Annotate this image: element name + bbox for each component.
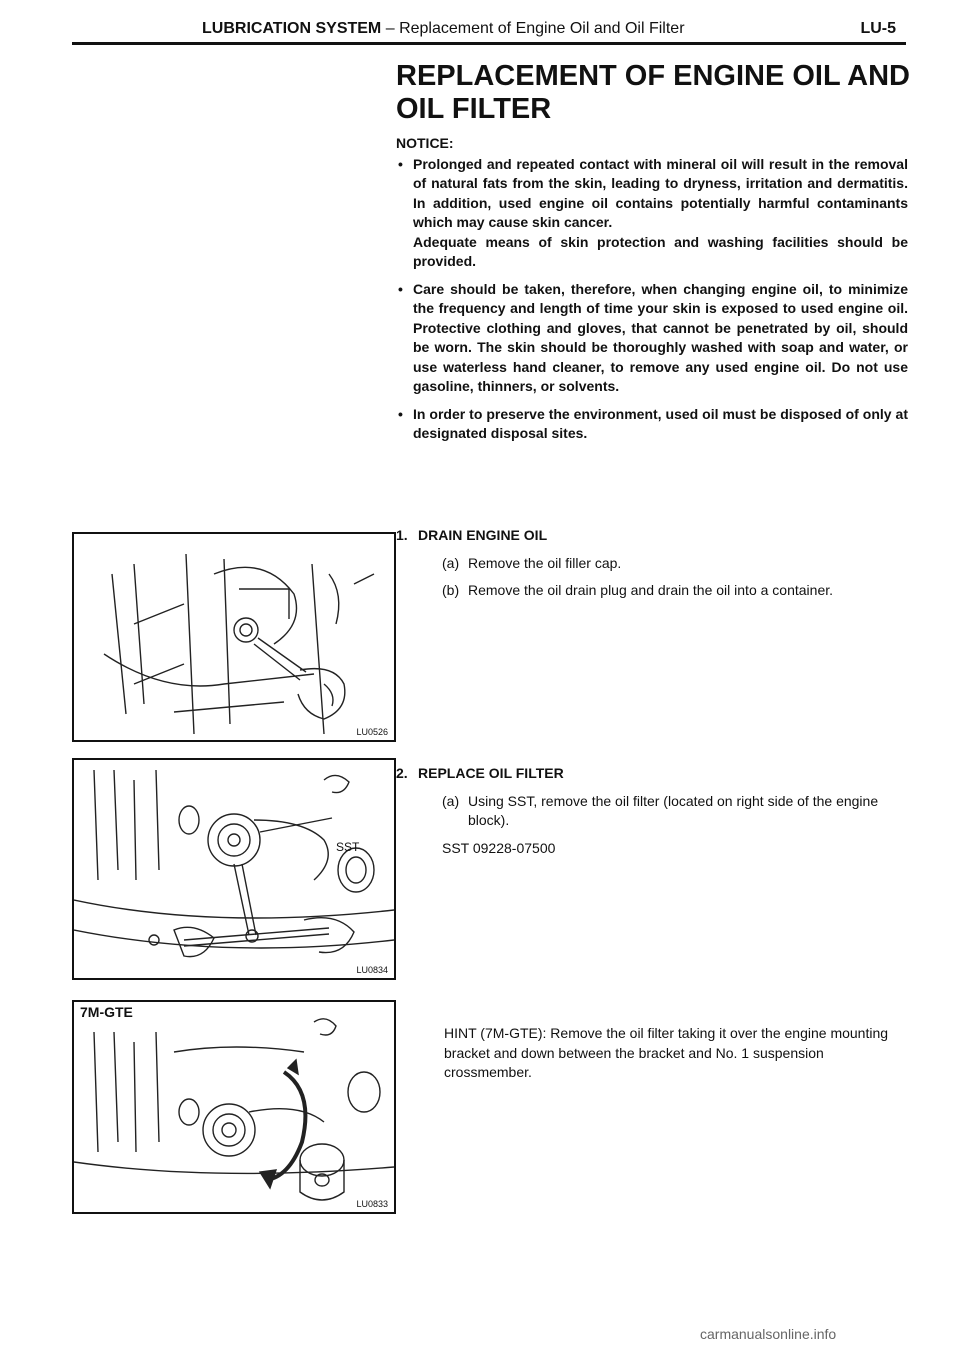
drain-plug-illustration	[74, 534, 394, 740]
notice-label: NOTICE:	[396, 135, 454, 151]
figure-code: LU0834	[356, 965, 388, 975]
notice-bullet	[396, 280, 908, 397]
substep-letter: (a)	[442, 554, 460, 571]
figure-code: LU0833	[356, 1199, 388, 1209]
step-drain-engine-oil	[396, 526, 916, 601]
bullet-icon: •	[398, 155, 403, 172]
section-name: LUBRICATION SYSTEM	[202, 20, 382, 37]
step-heading: DRAIN ENGINE OIL	[418, 527, 548, 543]
substep	[442, 792, 916, 831]
title-line-2: OIL FILTER	[396, 93, 552, 125]
hint-text: HINT (7M-GTE): Remove the oil filter taking it over the engine mounting bracket and down between the bracket and No. 1 suspension crossmember.	[444, 1025, 889, 1080]
figure-drain-plug	[72, 532, 396, 742]
step-heading: REPLACE OIL FILTER	[418, 765, 564, 781]
sst-callout-label: SST	[336, 840, 360, 854]
notice-bullet-text: In order to preserve the environment, used oil must be disposed of only at designated disposal sites.	[413, 405, 908, 441]
page-number: LU-5	[860, 20, 896, 37]
page-header	[72, 18, 906, 45]
bullet-icon: •	[398, 280, 403, 297]
notice-bullet-text: Adequate means of skin protection and washing facilities should be provided.	[413, 233, 908, 269]
figure-7m-gte	[72, 1000, 396, 1214]
notice-bullet-text: Care should be taken, therefore, when changing engine oil, to minimize the frequency and length of time your skin is exposed to used engine oil. Protective clothing and gloves, that cannot be penetrated by oil, should be worn. The skin should be thoroughly washed with soap and water, or use waterless hand cleaner, to remove any used engine oil. Do not use gasoline, thinners, or solvents.	[413, 280, 908, 394]
substep-text: Remove the oil drain plug and drain the oil into a container.	[468, 582, 834, 598]
sst-removal-illustration	[74, 760, 394, 978]
bullet-icon: •	[398, 405, 403, 422]
step-replace-oil-filter	[396, 764, 916, 858]
substep	[442, 581, 916, 601]
notice-bullet-text: Prolonged and repeated contact with mineral oil will result in the removal of natural fats from the skin, leading to dryness, irritation and dermatitis. In addition, used engine oil contains potentially harmful contaminants which may cause skin cancer.	[413, 155, 908, 230]
substep-letter: (a)	[442, 792, 460, 809]
notice-bullet	[396, 405, 908, 444]
substep-text: Using SST, remove the oil filter (located on right side of the engine block).	[468, 792, 879, 828]
notice-block	[396, 134, 908, 452]
substep-letter: (b)	[442, 582, 460, 598]
sst-number: SST 09228-07500	[442, 839, 556, 856]
step-number: 2.	[396, 765, 408, 781]
step-number: 1.	[396, 527, 408, 543]
page-title	[396, 60, 916, 126]
substep	[442, 554, 916, 574]
title-line-1: REPLACEMENT OF ENGINE OIL AND	[396, 60, 910, 92]
section-title	[202, 20, 685, 38]
figure-sst-removal	[72, 758, 396, 980]
section-subtitle: – Replacement of Engine Oil and Oil Filter	[385, 20, 685, 37]
notice-bullet	[396, 155, 908, 272]
oil-filter-7m-gte-illustration	[74, 1002, 394, 1212]
figure-code: LU0526	[356, 727, 388, 737]
watermark-text: carmanualsonline.info	[700, 1326, 837, 1342]
substep-text: Remove the oil filler cap.	[468, 554, 622, 571]
engine-model-tag: 7M-GTE	[80, 1004, 133, 1020]
